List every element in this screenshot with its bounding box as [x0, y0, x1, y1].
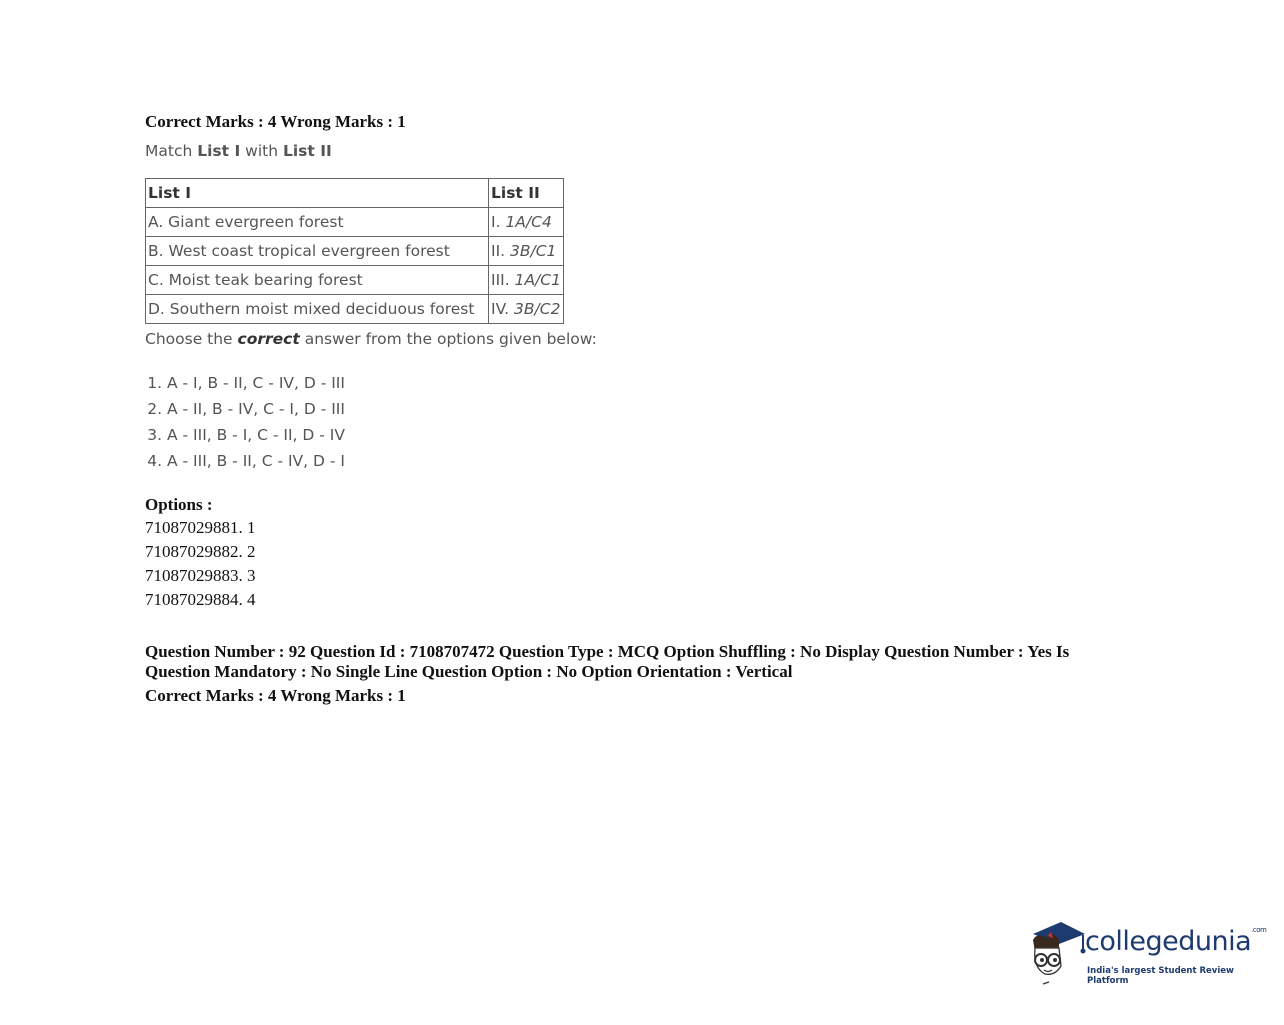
match-table — [145, 178, 564, 324]
next-question-meta: Question Number : 92 Question Id : 7108707472 Question Type : MCQ Option Shuffling : No Display Question Number : Yes Is Question Mandatory : No Single Line Question Option : No Option Orientation : Vertical — [145, 642, 1070, 681]
choice-item: 4. A - III, B - II, C - IV, D - I — [167, 448, 1145, 474]
option-item: 71087029882. 2 — [145, 542, 256, 561]
list2-cell: I. 1A/C4 — [489, 208, 564, 237]
list2-ref: List II — [282, 142, 332, 160]
marks-line: Correct Marks : 4 Wrong Marks : 1 — [145, 112, 406, 131]
list2-cell: III. 1A/C1 — [489, 266, 564, 295]
correct-emphasis: correct — [237, 330, 300, 348]
logo-wordmark: collegedunia$^{.com}$ — [1085, 926, 1267, 957]
choice-item: 3. A - III, B - I, C - II, D - IV — [167, 422, 1145, 448]
list1-cell: B. West coast tropical evergreen forest — [146, 237, 489, 266]
logo-domain: .com — [1251, 926, 1267, 934]
options-title: Options : — [145, 495, 213, 514]
option-item: 71087029884. 4 — [145, 590, 256, 609]
logo-tagline: India's largest Student Review Platform — [1087, 966, 1234, 986]
list2-cell: II. 3B/C1 — [489, 237, 564, 266]
table-row — [146, 266, 564, 295]
list1-ref: List I — [197, 142, 241, 160]
table-row — [146, 208, 564, 237]
choose-instruction: Choose the correct answer from the options given below: — [145, 330, 597, 348]
list1-cell: D. Southern moist mixed deciduous forest — [146, 295, 489, 324]
collegedunia-logo — [1025, 918, 1267, 988]
choice-item: 1. A - I, B - II, C - IV, D - III — [167, 370, 1145, 396]
table-row — [146, 237, 564, 266]
list1-cell: A. Giant evergreen forest — [146, 208, 489, 237]
header-list2: List II — [489, 179, 564, 208]
list1-cell: C. Moist teak bearing forest — [146, 266, 489, 295]
option-item: 71087029881. 1 — [145, 518, 256, 537]
list2-cell: IV. 3B/C2 — [489, 295, 564, 324]
mascot-icon — [1025, 918, 1087, 988]
choice-item: 2. A - II, B - IV, C - I, D - III — [167, 396, 1145, 422]
header-list1: List I — [146, 179, 489, 208]
question-page — [145, 112, 1145, 706]
table-header-row — [146, 179, 564, 208]
answer-choices — [145, 370, 1145, 474]
option-item: 71087029883. 3 — [145, 566, 256, 585]
instruction: Match List I with List II — [145, 142, 332, 160]
next-question-marks: Correct Marks : 4 Wrong Marks : 1 — [145, 686, 406, 705]
table-row — [146, 295, 564, 324]
